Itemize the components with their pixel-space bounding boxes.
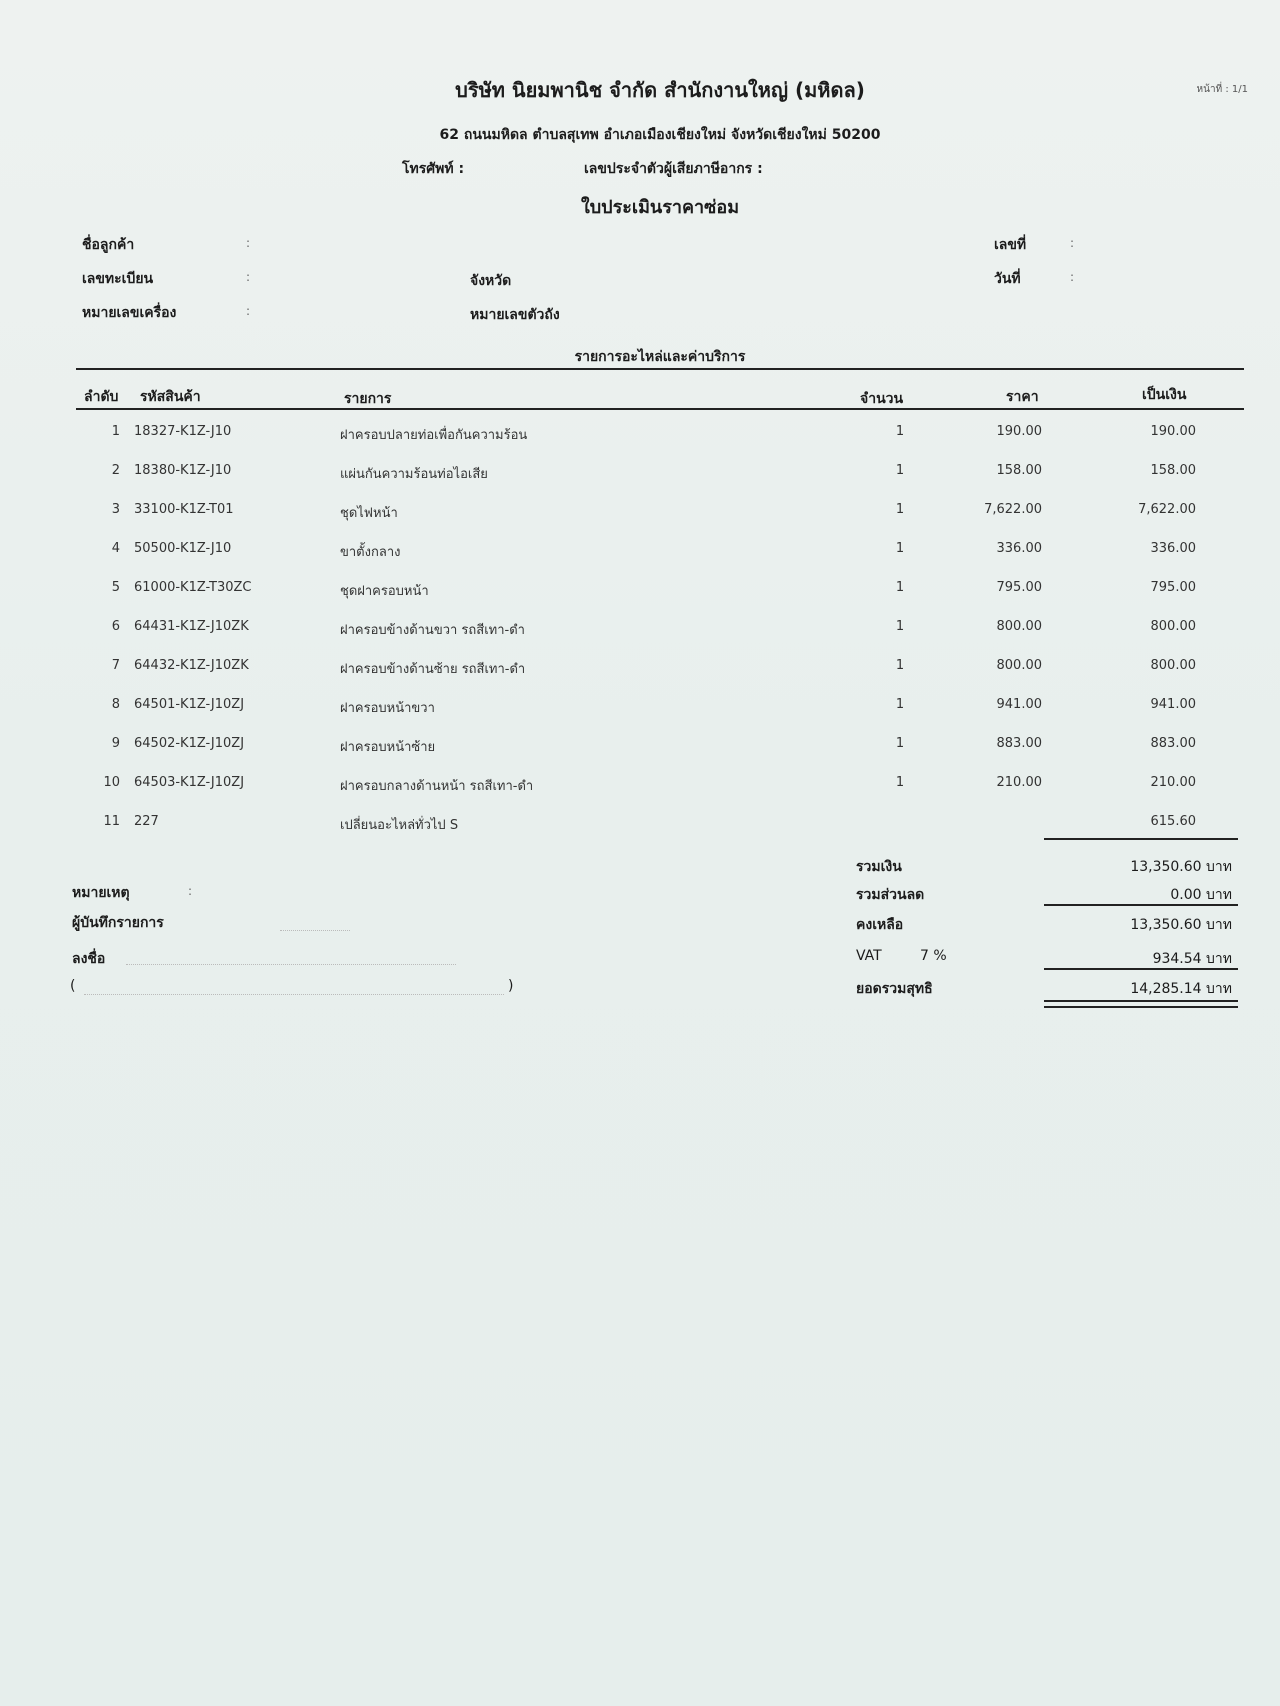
- row-code: 50500-K1Z-J10: [134, 541, 232, 556]
- row-description: ฝาครอบข้างด้านขวา รถสีเทา-ดำ: [340, 623, 525, 638]
- row-price: 210.00: [996, 775, 1042, 790]
- row-price: 158.00: [996, 463, 1042, 478]
- customer-name-colon: :: [246, 236, 251, 250]
- sum-label: รวมเงิน: [856, 859, 902, 875]
- header-no: ลำดับ: [84, 389, 119, 405]
- row-quantity: 1: [895, 658, 905, 673]
- row-description: ฝาครอบข้างด้านซ้าย รถสีเทา-ดำ: [340, 662, 526, 677]
- header-amount: เป็นเงิน: [1142, 387, 1187, 403]
- vat-value: 934.54 บาท: [1152, 951, 1232, 967]
- row-no: 6: [111, 619, 120, 634]
- header-quantity: จำนวน: [860, 391, 904, 407]
- row-no: 2: [111, 463, 120, 478]
- row-quantity: 1: [895, 502, 905, 517]
- remark-colon: :: [188, 884, 193, 898]
- net-total-value: 14,285.14 บาท: [1130, 981, 1232, 997]
- row-no: 8: [111, 697, 120, 712]
- discount-label: รวมส่วนลด: [856, 887, 925, 903]
- engine-number-colon: :: [246, 304, 251, 318]
- document-number-colon: :: [1070, 236, 1075, 250]
- subtotal-rule: [1044, 838, 1238, 840]
- vat-rule: [1044, 968, 1238, 970]
- row-amount: 795.00: [1150, 580, 1196, 595]
- header-price: ราคา: [1006, 389, 1039, 405]
- row-amount: 7,622.00: [1138, 502, 1196, 517]
- remaining-value: 13,350.60 บาท: [1130, 917, 1232, 933]
- row-price: 883.00: [996, 736, 1042, 751]
- net-total-rule-2: [1044, 1006, 1238, 1008]
- row-no: 7: [111, 658, 120, 673]
- table-row: [0, 775, 1280, 799]
- row-description: ฝาครอบหน้าขวา: [340, 701, 435, 716]
- row-code: 33100-K1Z-T01: [134, 502, 234, 517]
- recorder-line: [280, 930, 350, 931]
- remark-label: หมายเหตุ: [72, 885, 130, 901]
- row-quantity: 1: [895, 424, 905, 439]
- signature-name-line: [84, 994, 504, 995]
- remaining-label: คงเหลือ: [856, 917, 904, 933]
- vat-rate: 7 %: [920, 948, 947, 964]
- table-row: [0, 736, 1280, 760]
- row-code: 64502-K1Z-J10ZJ: [134, 736, 245, 751]
- row-price: 190.00: [996, 424, 1042, 439]
- row-amount: 883.00: [1150, 736, 1196, 751]
- row-no: 5: [111, 580, 120, 595]
- row-code: 64503-K1Z-J10ZJ: [134, 775, 245, 790]
- row-price: 795.00: [996, 580, 1042, 595]
- row-description: ชุดฝาครอบหน้า: [340, 584, 429, 599]
- row-quantity: 1: [895, 580, 905, 595]
- row-price: 7,622.00: [984, 502, 1042, 517]
- table-row: [0, 424, 1280, 448]
- chassis-number-label: หมายเลขตัวถัง: [470, 307, 560, 323]
- page-number: หน้าที่ : 1/1: [1196, 84, 1248, 95]
- discount-rule: [1044, 904, 1238, 906]
- table-top-rule: [76, 368, 1244, 370]
- row-description: ขาตั้งกลาง: [340, 545, 401, 560]
- row-code: 18327-K1Z-J10: [134, 424, 232, 439]
- table-row: [0, 697, 1280, 721]
- header-description: รายการ: [344, 391, 392, 407]
- row-quantity: 1: [895, 541, 905, 556]
- row-amount: 800.00: [1150, 658, 1196, 673]
- row-code: 61000-K1Z-T30ZC: [134, 580, 252, 595]
- sum-value: 13,350.60 บาท: [1130, 859, 1232, 875]
- row-code: 64501-K1Z-J10ZJ: [134, 697, 245, 712]
- row-quantity: 1: [895, 775, 905, 790]
- table-row: [0, 580, 1280, 604]
- discount-value: 0.00 บาท: [1170, 887, 1232, 903]
- row-no: 10: [103, 775, 120, 790]
- row-description: ฝาครอบหน้าซ้าย: [340, 740, 436, 755]
- row-description: แผ่นกันความร้อนท่อไอเสีย: [340, 467, 488, 482]
- row-description: ชุดไฟหน้า: [340, 506, 398, 521]
- registration-colon: :: [246, 270, 251, 284]
- row-price: 800.00: [996, 658, 1042, 673]
- table-row: [0, 541, 1280, 565]
- row-no: 9: [111, 736, 120, 751]
- row-quantity: 1: [895, 736, 905, 751]
- engine-number-label: หมายเลขเครื่อง: [82, 305, 177, 321]
- vat-label: VAT: [856, 948, 882, 964]
- province-label: จังหวัด: [470, 273, 512, 289]
- signature-paren-close: ): [508, 978, 514, 994]
- table-row: [0, 502, 1280, 526]
- row-quantity: 1: [895, 619, 905, 634]
- registration-label: เลขทะเบียน: [82, 271, 154, 287]
- row-no: 3: [111, 502, 120, 517]
- row-price: 800.00: [996, 619, 1042, 634]
- items-section-title: รายการอะไหล่และค่าบริการ: [574, 349, 746, 365]
- document-title: ใบประเมินราคาซ่อม: [580, 197, 740, 218]
- row-code: 64432-K1Z-J10ZK: [134, 658, 249, 673]
- document-number-label: เลขที่: [994, 237, 1027, 253]
- row-quantity: 1: [895, 697, 905, 712]
- phone-label: โทรศัพท์ :: [402, 161, 465, 177]
- net-total-label: ยอดรวมสุทธิ: [856, 981, 933, 997]
- row-description: ฝาครอบกลางด้านหน้า รถสีเทา-ดำ: [340, 779, 534, 794]
- row-no: 11: [103, 814, 120, 829]
- row-price: 336.00: [996, 541, 1042, 556]
- table-row: [0, 658, 1280, 682]
- row-amount: 941.00: [1150, 697, 1196, 712]
- row-amount: 615.60: [1150, 814, 1196, 829]
- row-amount: 210.00: [1150, 775, 1196, 790]
- signature-line: [126, 964, 456, 965]
- date-label: วันที่: [994, 271, 1021, 287]
- row-description: เปลี่ยนอะไหล่ทั่วไป S: [340, 818, 459, 833]
- signature-paren-open: (: [70, 978, 76, 994]
- customer-name-label: ชื่อลูกค้า: [82, 237, 135, 253]
- recorder-label: ผู้บันทึกรายการ: [72, 915, 164, 931]
- row-no: 1: [111, 424, 120, 439]
- table-row: [0, 814, 1280, 838]
- header-code: รหัสสินค้า: [140, 389, 201, 405]
- row-amount: 158.00: [1150, 463, 1196, 478]
- table-header-rule: [76, 408, 1244, 410]
- net-total-rule-1: [1044, 1000, 1238, 1002]
- row-no: 4: [111, 541, 120, 556]
- signature-label: ลงชื่อ: [72, 951, 106, 967]
- company-address: 62 ถนนมหิดล ตำบลสุเทพ อำเภอเมืองเชียงใหม่ จังหวัดเชียงใหม่ 50200: [439, 127, 881, 143]
- row-amount: 190.00: [1150, 424, 1196, 439]
- table-row: [0, 463, 1280, 487]
- row-amount: 336.00: [1150, 541, 1196, 556]
- row-price: 941.00: [996, 697, 1042, 712]
- row-code: 227: [134, 814, 159, 829]
- date-colon: :: [1070, 270, 1075, 284]
- taxid-label: เลขประจำตัวผู้เสียภาษีอากร :: [584, 161, 763, 177]
- row-code: 18380-K1Z-J10: [134, 463, 232, 478]
- company-name: บริษัท นิยมพานิช จำกัด สำนักงานใหญ่ (มหิดล): [455, 78, 865, 102]
- row-amount: 800.00: [1150, 619, 1196, 634]
- row-code: 64431-K1Z-J10ZK: [134, 619, 249, 634]
- table-row: [0, 619, 1280, 643]
- row-description: ฝาครอบปลายท่อเพื่อกันความร้อน: [340, 428, 528, 443]
- row-quantity: 1: [895, 463, 905, 478]
